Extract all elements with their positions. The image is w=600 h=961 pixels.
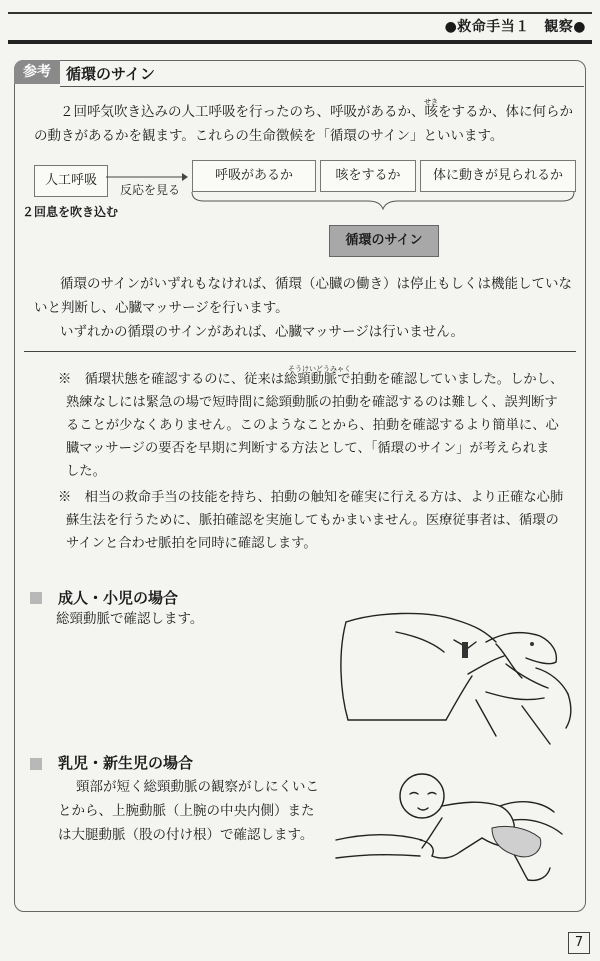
label-breath-twice: ２回息を吹き込む bbox=[22, 205, 119, 219]
label-check-response: 反応を見る bbox=[120, 183, 181, 197]
note1-line-3: ることが少なくありません。このようなことから、拍動を確認するより簡単に、心 bbox=[66, 418, 559, 433]
note1-line-1: ※ 循環状態を確認するのに、従来は総頸動脈で拍動を確認していました。しかし、 bbox=[58, 372, 564, 387]
section-header: ●救命手当１ 観察● bbox=[444, 19, 586, 35]
note2-line-1: ※ 相当の救命手当の技能を持ち、拍動の触知を確実に行える方は、より正確な心肺 bbox=[58, 490, 564, 505]
infant-line-1: 頸部が短く総頸動脈の観察がしにくいこ bbox=[76, 779, 319, 795]
note1-line-5: した。 bbox=[66, 464, 106, 479]
section-marker-icon bbox=[30, 758, 42, 770]
after-line-2: いと判断し、心臓マッサージを行います。 bbox=[34, 300, 289, 316]
section-divider bbox=[24, 351, 576, 352]
header-rule-bottom bbox=[8, 40, 592, 44]
panel-title: 循環のサイン bbox=[66, 65, 155, 83]
infant-brachial-check-illustration bbox=[332, 768, 576, 884]
after-line-1: 循環のサインがいずれもなければ、循環（心臓の働き）は停止もしくは機能していな bbox=[60, 276, 573, 292]
infant-line-3: は大腿動脈（股の付け根）で確認します。 bbox=[58, 827, 314, 843]
note1-line-2: 熟練なしには緊急の場で短時間に総頸動脈の拍動を確認するのは難しく、誤判断す bbox=[66, 395, 558, 410]
page-number: 7 bbox=[568, 932, 590, 954]
adult-section-text: 総頸動脈で確認します。 bbox=[56, 611, 204, 627]
header-rule-top bbox=[8, 12, 592, 14]
adult-carotid-check-illustration bbox=[336, 602, 576, 752]
box-breathing: 呼吸があるか bbox=[192, 160, 316, 192]
after-line-3: いずれかの循環のサインがあれば、心臓マッサージは行いません。 bbox=[60, 324, 465, 340]
ruby-soukei: そうけいどうみゃく bbox=[288, 365, 351, 373]
ruby-seki: せき bbox=[424, 98, 438, 106]
panel-title-rule bbox=[60, 86, 584, 87]
section-marker-icon bbox=[30, 592, 42, 604]
intro-line-2: の動きがあるかを観ます。これらの生命徴候を「循環のサイン」といいます。 bbox=[34, 128, 504, 144]
box-artificial-respiration: 人工呼吸 bbox=[34, 165, 108, 197]
adult-section-title: 成人・小児の場合 bbox=[58, 589, 179, 607]
note2-line-3: サインと合わせ脈拍を同時に確認します。 bbox=[66, 536, 317, 551]
note1-line-4: 臓マッサージの要否を早期に判断する方法として、「循環のサイン」が考えられま bbox=[66, 441, 550, 456]
note2-line-2: 蘇生法を行うために、脈拍確認を実施してもかまいません。医療従事者は、循環の bbox=[66, 513, 559, 528]
infant-line-2: とから、上腕動脈（上腕の中央内側）また bbox=[58, 803, 315, 819]
infant-section-title: 乳児・新生児の場合 bbox=[58, 754, 194, 772]
brace-icon bbox=[190, 190, 576, 210]
reference-tag: 参考 bbox=[14, 60, 60, 84]
intro-line-1: ２回呼気吹き込みの人工呼吸を行ったのち、呼吸があるか、咳をするか、体に何らか bbox=[60, 104, 573, 120]
box-cough: 咳をするか bbox=[320, 160, 416, 192]
box-circulation-sign: 循環のサイン bbox=[329, 225, 439, 257]
box-body-movement: 体に動きが見られるか bbox=[420, 160, 576, 192]
